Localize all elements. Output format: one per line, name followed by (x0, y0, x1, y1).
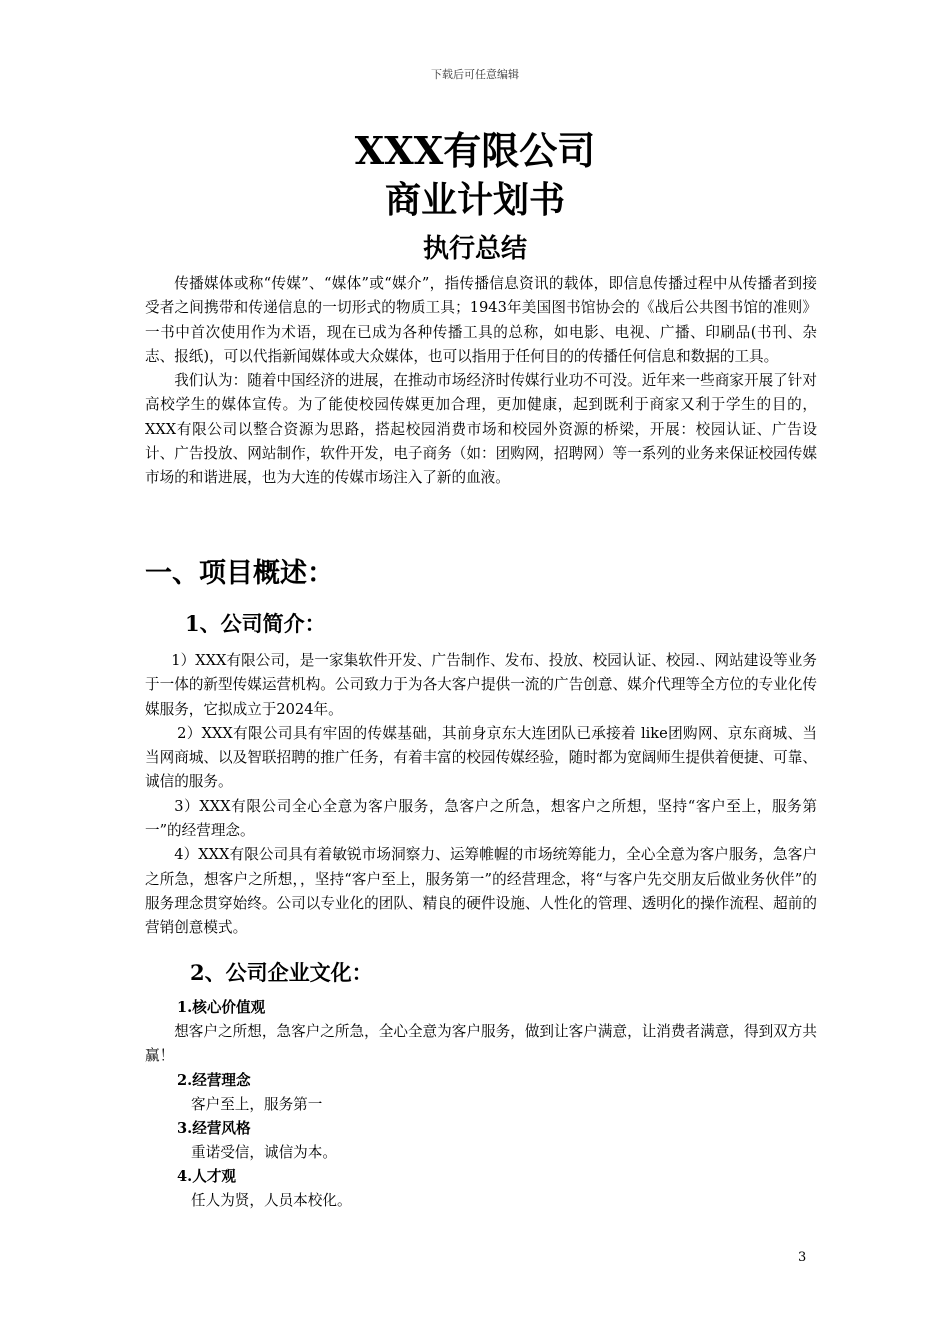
corporate-culture-body (145, 996, 817, 1213)
culture-text-business-philosophy: 客户至上，服务第一 (191, 1095, 323, 1113)
document-title-plan: 商业计划书 (384, 179, 565, 221)
culture-heading-core-values: 1.核心价值观 (177, 999, 266, 1016)
company-intro-body (145, 649, 817, 941)
section-heading-project-overview: 一、项目概述： (145, 558, 334, 589)
culture-text-core-values: 想客户之所想，急客户之所急，全心全意为客户服务，做到让客户满意，让消费者满意，得到双方共赢！ (145, 1023, 817, 1065)
page-header-note: 下载后可任意编辑 (431, 68, 519, 81)
intro-item-3: 3）XXX有限公司全心全意为客户服务，急客户之所急，想客户之所想，坚持“客户至上，服务第一”的经营理念。 (145, 797, 817, 840)
culture-heading-business-philosophy: 2.经营理念 (177, 1071, 251, 1089)
subheading-company-intro: 1、公司简介： (185, 611, 326, 636)
culture-heading-talent-view: 4.人才观 (177, 1168, 237, 1186)
intro-item-2: 2）XXX有限公司具有牢固的传媒基础，其前身京东大连团队已承接着 like团购网、京东商城、当当网商城、以及智联招聘的推广任务，有着丰富的校园传媒经验，随时都为宽阔师生提供着便捷、可靠、诚信的服务。 (145, 724, 817, 791)
document-title-company: XXX有限公司 (354, 128, 596, 173)
exec-paragraph-1: 传播媒体或称“传媒”、“媒体”或“媒介”，指传播信息资讯的载体，即信息传播过程中从传播者到接受者之间携带和传递信息的一切形式的物质工具；1943年美国图书馆协会的《战后公共图书馆的准则》一书中首次使用作为术语，现在已成为各种传播工具的总称，如电影、电视、广播、印刷品(书刊、杂志、报纸)，可以代指新闻媒体或大众媒体，也可以指用于任何目的的传播任何信息和数据的工具。 (145, 275, 817, 365)
culture-heading-business-style: 3.经营风格 (177, 1119, 251, 1137)
culture-text-talent-view: 任人为贤，人员本校化。 (191, 1192, 352, 1210)
subheading-corporate-culture: 2、公司企业文化： (190, 960, 373, 985)
intro-item-1: 1）XXX有限公司，是一家集软件开发、广告制作、发布、投放、校园认证、校园.、网站建设等业务于一体的新型传媒运营机构。公司致力于为各大客户提供一流的广告创意、媒介代理等全方位的专业化传媒服务，它拟成立于2024年。 (145, 652, 817, 718)
intro-item-4: 4）XXX有限公司具有着敏锐市场洞察力、运筹帷幄的市场统筹能力，全心全意为客户服务，急客户之所急，想客户之所想，，坚持“客户至上，服务第一”的经营理念，将“与客户先交朋友后做业务伙伴”的服务理念贯穿始终。公司以专业化的团队、精良的硬件设施、人性化的管理、透明化的操作流程、超前的营销创意模式。 (145, 846, 817, 937)
page-number: 3 (798, 1250, 807, 1265)
section-heading-executive-summary: 执行总结 (422, 234, 527, 264)
executive-summary-body (145, 272, 817, 491)
culture-text-business-style: 重诺受信，诚信为本。 (191, 1143, 337, 1161)
exec-paragraph-2: 我们认为：随着中国经济的进展，在推动市场经济时传媒行业功不可没。近年来一些商家开展了针对高校学生的媒体宣传。为了能使校园传媒更加合理，更加健康，起到既利于商家又利于学生的目的，XXX有限公司以整合资源为思路，搭起校园消费市场和校园外资源的桥梁，开展：校园认证、广告设计、广告投放、网站制作，软件开发，电子商务（如：团购网，招聘网）等一系列的业务来保证校园传媒市场的和谐进展，也为大连的传媒市场注入了新的血液。 (145, 372, 817, 487)
